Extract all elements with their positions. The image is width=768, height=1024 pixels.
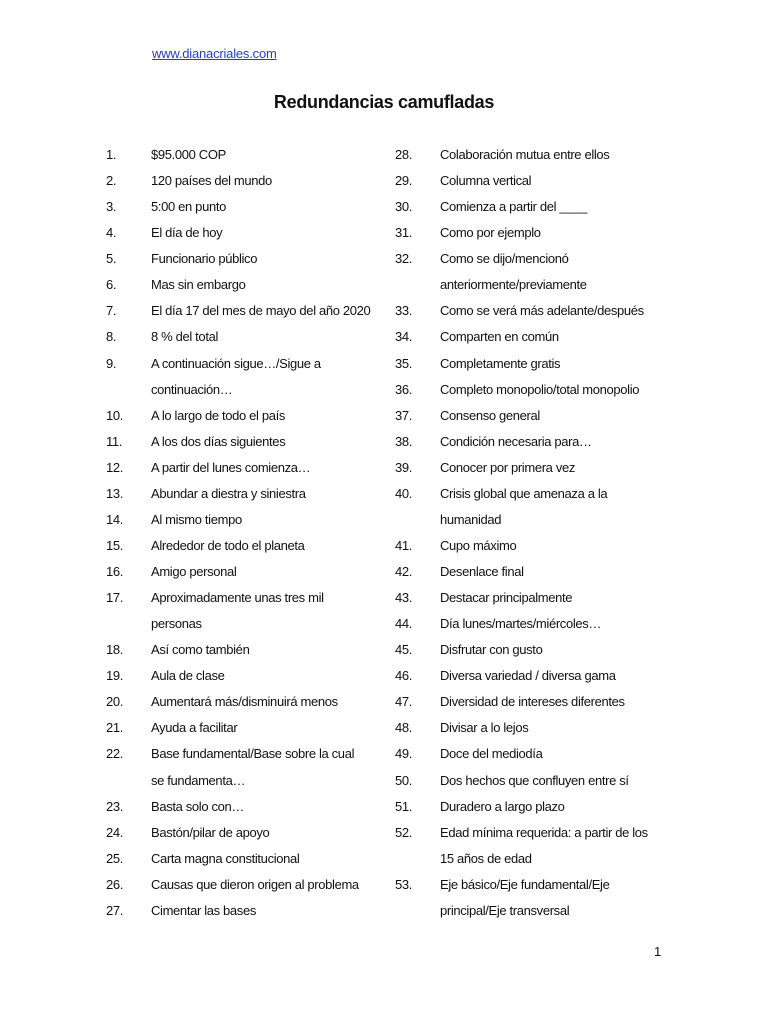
item-number: 4. <box>106 225 117 241</box>
item-text-line: Columna vertical <box>440 173 532 189</box>
list-item <box>395 794 685 820</box>
list-item <box>395 637 685 663</box>
item-text-line: Comparten en común <box>440 329 559 345</box>
item-number: 42. <box>395 564 413 579</box>
item-number: 16. <box>106 564 124 579</box>
item-text <box>151 324 386 350</box>
item-number: 44. <box>395 616 413 632</box>
item-number: 45. <box>395 642 413 658</box>
list-item <box>106 429 386 455</box>
list-item <box>395 246 685 298</box>
list-item <box>106 403 386 429</box>
list-item <box>106 559 386 585</box>
list-item <box>106 351 386 403</box>
item-number: 50. <box>395 772 413 788</box>
item-number: 31. <box>395 225 413 241</box>
item-text <box>440 611 685 637</box>
item-text <box>151 351 386 403</box>
item-text <box>151 455 386 481</box>
item-text-line: Dos hechos que confluyen entre sí <box>440 772 629 788</box>
item-number: 40. <box>395 485 413 501</box>
item-number: 51. <box>395 798 413 814</box>
item-text-line: Alrededor de todo el planeta <box>151 537 305 553</box>
item-text-line: Día lunes/martes/miércoles… <box>440 616 602 632</box>
item-number: 34. <box>395 329 413 345</box>
item-number: 14. <box>106 511 124 527</box>
item-text-line: Al mismo tiempo <box>151 511 242 527</box>
item-text <box>151 298 386 324</box>
item-number: 9. <box>106 355 117 371</box>
item-text <box>440 194 685 220</box>
item-text-line: humanidad <box>440 511 502 527</box>
item-text-line: 15 años de edad <box>440 850 532 866</box>
list-item <box>395 351 685 377</box>
item-text-line: Colaboración mutua entre ellos <box>440 147 610 162</box>
item-text-line: Aula de clase <box>151 668 225 684</box>
page-number: 1 <box>654 944 662 959</box>
list-item <box>106 481 386 507</box>
item-text-line: Como por ejemplo <box>440 225 541 241</box>
item-text-line: Diversa variedad / diversa gama <box>440 668 616 684</box>
item-number: 47. <box>395 694 413 710</box>
item-number: 11. <box>106 433 123 449</box>
item-text-line: Crisis global que amenaza a la <box>440 485 608 501</box>
item-text-line: 8 % del total <box>151 329 218 345</box>
item-text-line: Completamente gratis <box>440 355 561 371</box>
list-item <box>395 820 685 872</box>
item-number: 25. <box>106 850 124 866</box>
item-number: 19. <box>106 668 124 684</box>
item-text <box>151 194 386 220</box>
item-text <box>151 872 386 898</box>
item-text <box>151 741 386 793</box>
item-number: 17. <box>106 590 124 606</box>
item-text-line: continuación… <box>151 381 233 397</box>
item-number: 27. <box>106 902 124 918</box>
item-number: 46. <box>395 668 413 684</box>
item-text <box>440 663 685 689</box>
item-text <box>151 246 386 272</box>
item-number: 37. <box>395 407 413 423</box>
item-number: 52. <box>395 824 413 840</box>
item-text-line: Ayuda a facilitar <box>151 720 238 736</box>
item-text <box>440 429 685 455</box>
list-item <box>395 168 685 194</box>
list-item <box>395 403 685 429</box>
list-item <box>395 663 685 689</box>
item-text-line: A lo largo de todo el país <box>151 407 286 423</box>
item-text-line: $95.000 COP <box>151 147 226 162</box>
item-text-line: Cupo máximo <box>440 537 517 553</box>
item-number: 36. <box>395 381 413 397</box>
item-text-line: Desenlace final <box>440 564 524 579</box>
item-text-line: A partir del lunes comienza… <box>151 459 311 475</box>
item-text <box>440 481 685 533</box>
item-text <box>440 168 685 194</box>
item-text <box>151 168 386 194</box>
item-text-line: El día 17 del mes de mayo del año 2020 <box>151 303 371 319</box>
item-text-line: Aproximadamente unas tres mil <box>151 590 324 606</box>
list-item <box>395 481 685 533</box>
item-text <box>440 455 685 481</box>
item-text-line: Como se dijo/mencionó <box>440 251 569 267</box>
item-number: 15. <box>106 537 124 553</box>
item-text-line: Base fundamental/Base sobre la cual <box>151 746 355 762</box>
list-item <box>395 220 685 246</box>
item-number: 20. <box>106 694 124 710</box>
page-title: Redundancias camufladas <box>273 92 495 112</box>
item-text-line: Funcionario público <box>151 251 258 267</box>
item-text-line: Conocer por primera vez <box>440 459 576 475</box>
item-text <box>440 820 685 872</box>
item-text <box>440 689 685 715</box>
item-text-line: Abundar a diestra y siniestra <box>151 485 306 501</box>
item-text-line: Basta solo con… <box>151 798 245 814</box>
list-item <box>106 637 386 663</box>
item-text <box>440 142 685 168</box>
item-text-line: Condición necesaria para… <box>440 433 592 449</box>
item-number: 23. <box>106 798 124 814</box>
list-item <box>395 768 685 794</box>
list-item <box>395 324 685 350</box>
item-text <box>151 846 386 872</box>
list-item <box>395 741 685 767</box>
item-text-line: Eje básico/Eje fundamental/Eje <box>440 876 610 892</box>
item-text-line: A los dos días siguientes <box>151 433 286 449</box>
list-item <box>106 220 386 246</box>
list-item <box>395 455 685 481</box>
item-text <box>151 533 386 559</box>
list-item <box>106 663 386 689</box>
item-text-line: Como se verá más adelante/después <box>440 303 644 319</box>
item-text-line: se fundamenta… <box>151 772 246 788</box>
item-text <box>440 585 685 611</box>
item-text <box>151 272 386 298</box>
item-number: 18. <box>106 642 124 658</box>
item-text <box>440 246 685 298</box>
item-number: 24. <box>106 824 124 840</box>
item-text <box>151 715 386 741</box>
list-item <box>395 689 685 715</box>
item-number: 35. <box>395 355 413 371</box>
item-number: 29. <box>395 173 413 189</box>
item-text <box>440 377 685 403</box>
list-item <box>395 429 685 455</box>
list-item <box>395 142 685 168</box>
item-text <box>151 820 386 846</box>
item-text-line: Diversidad de intereses diferentes <box>440 694 625 710</box>
item-text <box>151 481 386 507</box>
item-number: 12. <box>106 459 124 475</box>
item-text-line: Comienza a partir del ____ <box>440 199 587 215</box>
item-text-line: Edad mínima requerida: a partir de los <box>440 824 648 840</box>
item-text <box>440 324 685 350</box>
item-number: 41. <box>395 537 413 553</box>
item-number: 10. <box>106 407 124 423</box>
list-item <box>106 689 386 715</box>
item-text-line: Bastón/pilar de apoyo <box>151 824 270 840</box>
list-item <box>106 533 386 559</box>
item-number: 8. <box>106 329 117 345</box>
list-item <box>106 168 386 194</box>
item-text <box>440 533 685 559</box>
list-item <box>106 872 386 898</box>
item-text-line: Causas que dieron origen al problema <box>151 876 359 892</box>
item-text <box>440 637 685 663</box>
item-text <box>151 794 386 820</box>
list-item <box>106 455 386 481</box>
item-text-line: Doce del mediodía <box>440 746 543 762</box>
item-text <box>151 585 386 637</box>
list-item <box>106 898 386 924</box>
list-column-right <box>395 142 685 924</box>
item-text-line: personas <box>151 616 202 632</box>
item-text-line: El día de hoy <box>151 225 223 241</box>
list-item <box>395 559 685 585</box>
item-text-line: Completo monopolio/total monopolio <box>440 381 640 397</box>
item-text <box>440 351 685 377</box>
item-number: 38. <box>395 433 413 449</box>
item-text-line: anteriormente/previamente <box>440 277 587 293</box>
item-text <box>151 637 386 663</box>
item-text <box>151 429 386 455</box>
item-number: 39. <box>395 459 413 475</box>
item-text-line: A continuación sigue…/Sigue a <box>151 355 321 371</box>
item-number: 48. <box>395 720 413 736</box>
item-text-line: Consenso general <box>440 407 540 423</box>
item-text <box>151 142 386 168</box>
list-item <box>106 820 386 846</box>
list-item <box>106 507 386 533</box>
item-number: 7. <box>106 303 117 319</box>
item-number: 2. <box>106 173 117 189</box>
list-item <box>395 872 685 924</box>
item-number: 32. <box>395 251 413 267</box>
item-text <box>440 794 685 820</box>
list-item <box>106 846 386 872</box>
item-text-line: Disfrutar con gusto <box>440 642 543 658</box>
item-text <box>151 507 386 533</box>
item-number: 22. <box>106 746 124 762</box>
item-text <box>151 220 386 246</box>
list-item <box>395 533 685 559</box>
item-text <box>440 298 685 324</box>
list-item <box>106 298 386 324</box>
item-text-line: Destacar principalmente <box>440 590 573 606</box>
item-number: 49. <box>395 746 413 762</box>
item-text <box>440 768 685 794</box>
item-text <box>151 689 386 715</box>
item-number: 33. <box>395 303 413 319</box>
list-item <box>395 377 685 403</box>
item-text-line: Aumentará más/disminuirá menos <box>151 694 338 710</box>
item-number: 3. <box>106 199 117 215</box>
item-number: 43. <box>395 590 413 606</box>
item-text <box>440 220 685 246</box>
item-text <box>440 741 685 767</box>
item-number: 13. <box>106 485 124 501</box>
item-text <box>440 872 685 924</box>
list-item <box>395 611 685 637</box>
item-text <box>151 663 386 689</box>
item-number: 5. <box>106 251 117 267</box>
list-item <box>106 142 386 168</box>
list-item <box>395 585 685 611</box>
item-number: 30. <box>395 199 413 215</box>
item-number: 28. <box>395 147 413 162</box>
list-item <box>106 194 386 220</box>
item-text-line: Duradero a largo plazo <box>440 798 565 814</box>
item-text-line: 120 países del mundo <box>151 173 272 189</box>
item-text-line: 5:00 en punto <box>151 199 226 215</box>
item-text-line: Mas sin embargo <box>151 277 246 293</box>
item-text <box>151 559 386 585</box>
item-number: 21. <box>106 720 124 736</box>
item-text-line: Así como también <box>151 642 250 658</box>
item-text-line: Divisar a lo lejos <box>440 720 529 736</box>
item-number: 26. <box>106 876 124 892</box>
item-text <box>440 559 685 585</box>
list-item <box>395 715 685 741</box>
item-text-line: Amigo personal <box>151 564 237 579</box>
item-text <box>440 403 685 429</box>
list-item <box>106 585 386 637</box>
website-link[interactable]: www.dianacriales.com <box>152 46 277 61</box>
item-text <box>151 403 386 429</box>
list-item <box>106 715 386 741</box>
list-item <box>106 246 386 272</box>
list-item <box>106 272 386 298</box>
item-number: 6. <box>106 277 117 293</box>
list-item <box>395 194 685 220</box>
list-item <box>106 741 386 793</box>
item-text-line: Carta magna constitucional <box>151 850 300 866</box>
item-number: 53. <box>395 876 413 892</box>
item-text-line: Cimentar las bases <box>151 902 256 918</box>
list-item <box>106 324 386 350</box>
list-column-left <box>106 142 386 924</box>
item-number: 1. <box>106 147 117 162</box>
list-item <box>106 794 386 820</box>
item-text-line: principal/Eje transversal <box>440 902 570 918</box>
list-item <box>395 298 685 324</box>
item-text <box>440 715 685 741</box>
item-text <box>151 898 386 924</box>
